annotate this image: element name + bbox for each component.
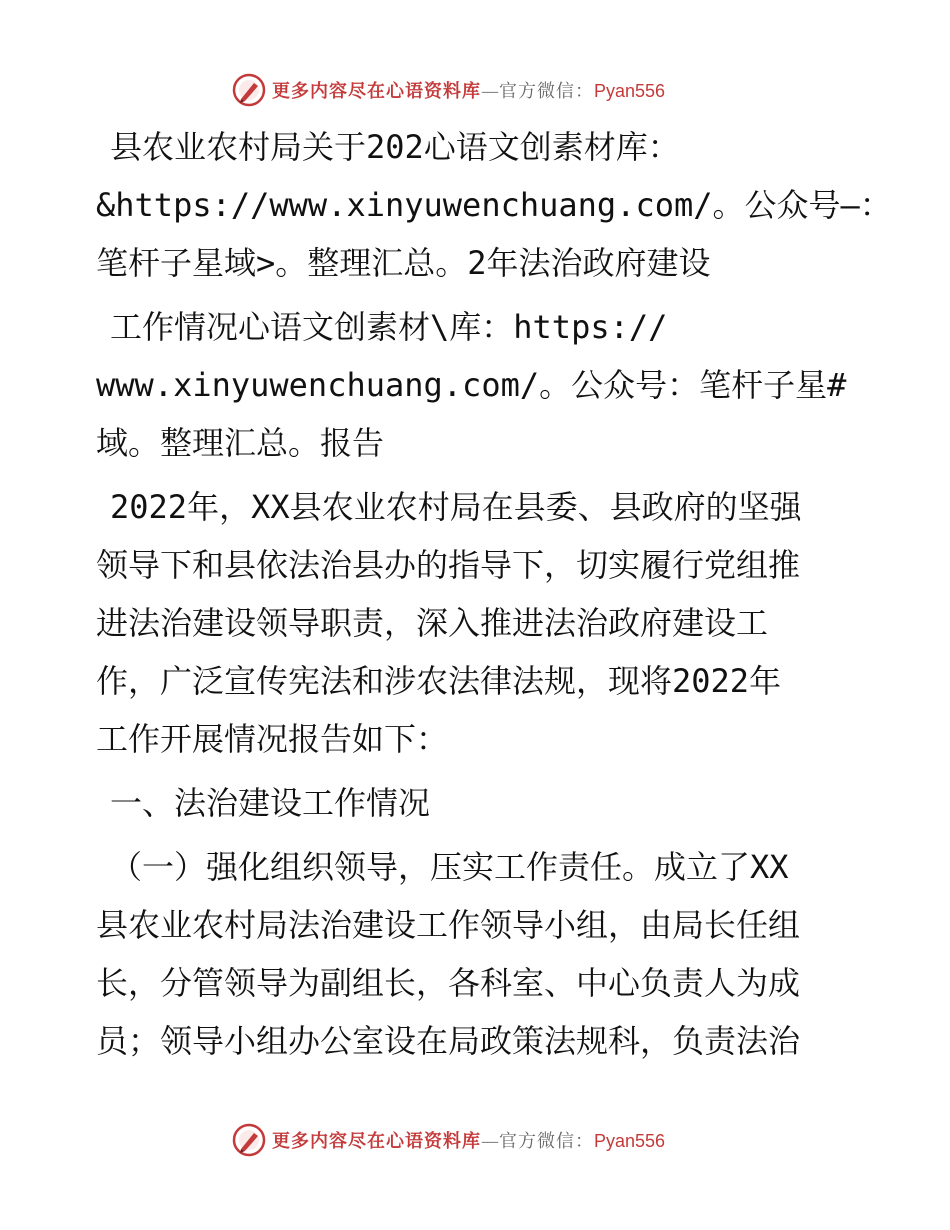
text-line: 作，广泛宣传宪法和涉农法律法规，现将2022年: [96, 662, 782, 700]
pen-logo-icon: [232, 1123, 266, 1157]
text-line: 县农业农村局关于202心语文创素材库：: [110, 128, 680, 166]
title-paragraph-1: [96, 118, 892, 292]
text-line: 进法治建设领导职责，深入推进法治政府建设工: [96, 604, 769, 642]
banner-separator: —: [481, 1131, 499, 1152]
banner-slogan: 更多内容尽在心语资料库: [272, 1131, 481, 1152]
pen-logo-icon: [232, 73, 266, 107]
section-paragraph: [96, 838, 856, 1070]
title-paragraph-2: [96, 298, 856, 472]
text-line: 工作情况心语文创素材\库：https://: [110, 308, 668, 346]
text-line: www.xinyuwenchuang.com/。公众号：笔杆子星#: [96, 366, 847, 404]
text-line: 县农业农村局法治建设工作领导小组，由局长任组: [96, 906, 801, 944]
text-line: 一、法治建设工作情况: [110, 784, 431, 822]
intro-paragraph: [96, 478, 856, 768]
banner-wechat-account: Pyan556: [594, 81, 666, 101]
header-banner: [232, 72, 665, 108]
text-line: 员；领导小组办公室设在局政策法规科，负责法治: [96, 1022, 801, 1060]
banner-wechat-label: 官方微信：: [499, 81, 594, 102]
footer-banner: [232, 1122, 665, 1158]
text-line: 领导下和县依法治县办的指导下，切实履行党组推: [96, 546, 801, 584]
text-line: &https://www.xinyuwenchuang.com/。公众号—：: [96, 186, 892, 224]
banner-wechat-account: Pyan556: [594, 1131, 666, 1151]
text-line: 笔杆子星域>。整理汇总。2年法治政府建设: [96, 244, 711, 282]
text-line: 长，分管领导为副组长，各科室、中心负责人为成: [96, 964, 801, 1002]
text-line: 2022年，XX县农业农村局在县委、县政府的坚强: [110, 488, 802, 526]
banner-separator: —: [481, 81, 499, 102]
banner-slogan: 更多内容尽在心语资料库: [272, 81, 481, 102]
banner-wechat-label: 官方微信：: [499, 1131, 594, 1152]
section-heading: [96, 774, 856, 832]
text-line: （一）强化组织领导，压实工作责任。成立了XX: [110, 848, 789, 886]
text-line: 工作开展情况报告如下：: [96, 720, 449, 758]
text-line: 域。整理汇总。报告: [96, 424, 385, 462]
document-body: [96, 118, 892, 1076]
